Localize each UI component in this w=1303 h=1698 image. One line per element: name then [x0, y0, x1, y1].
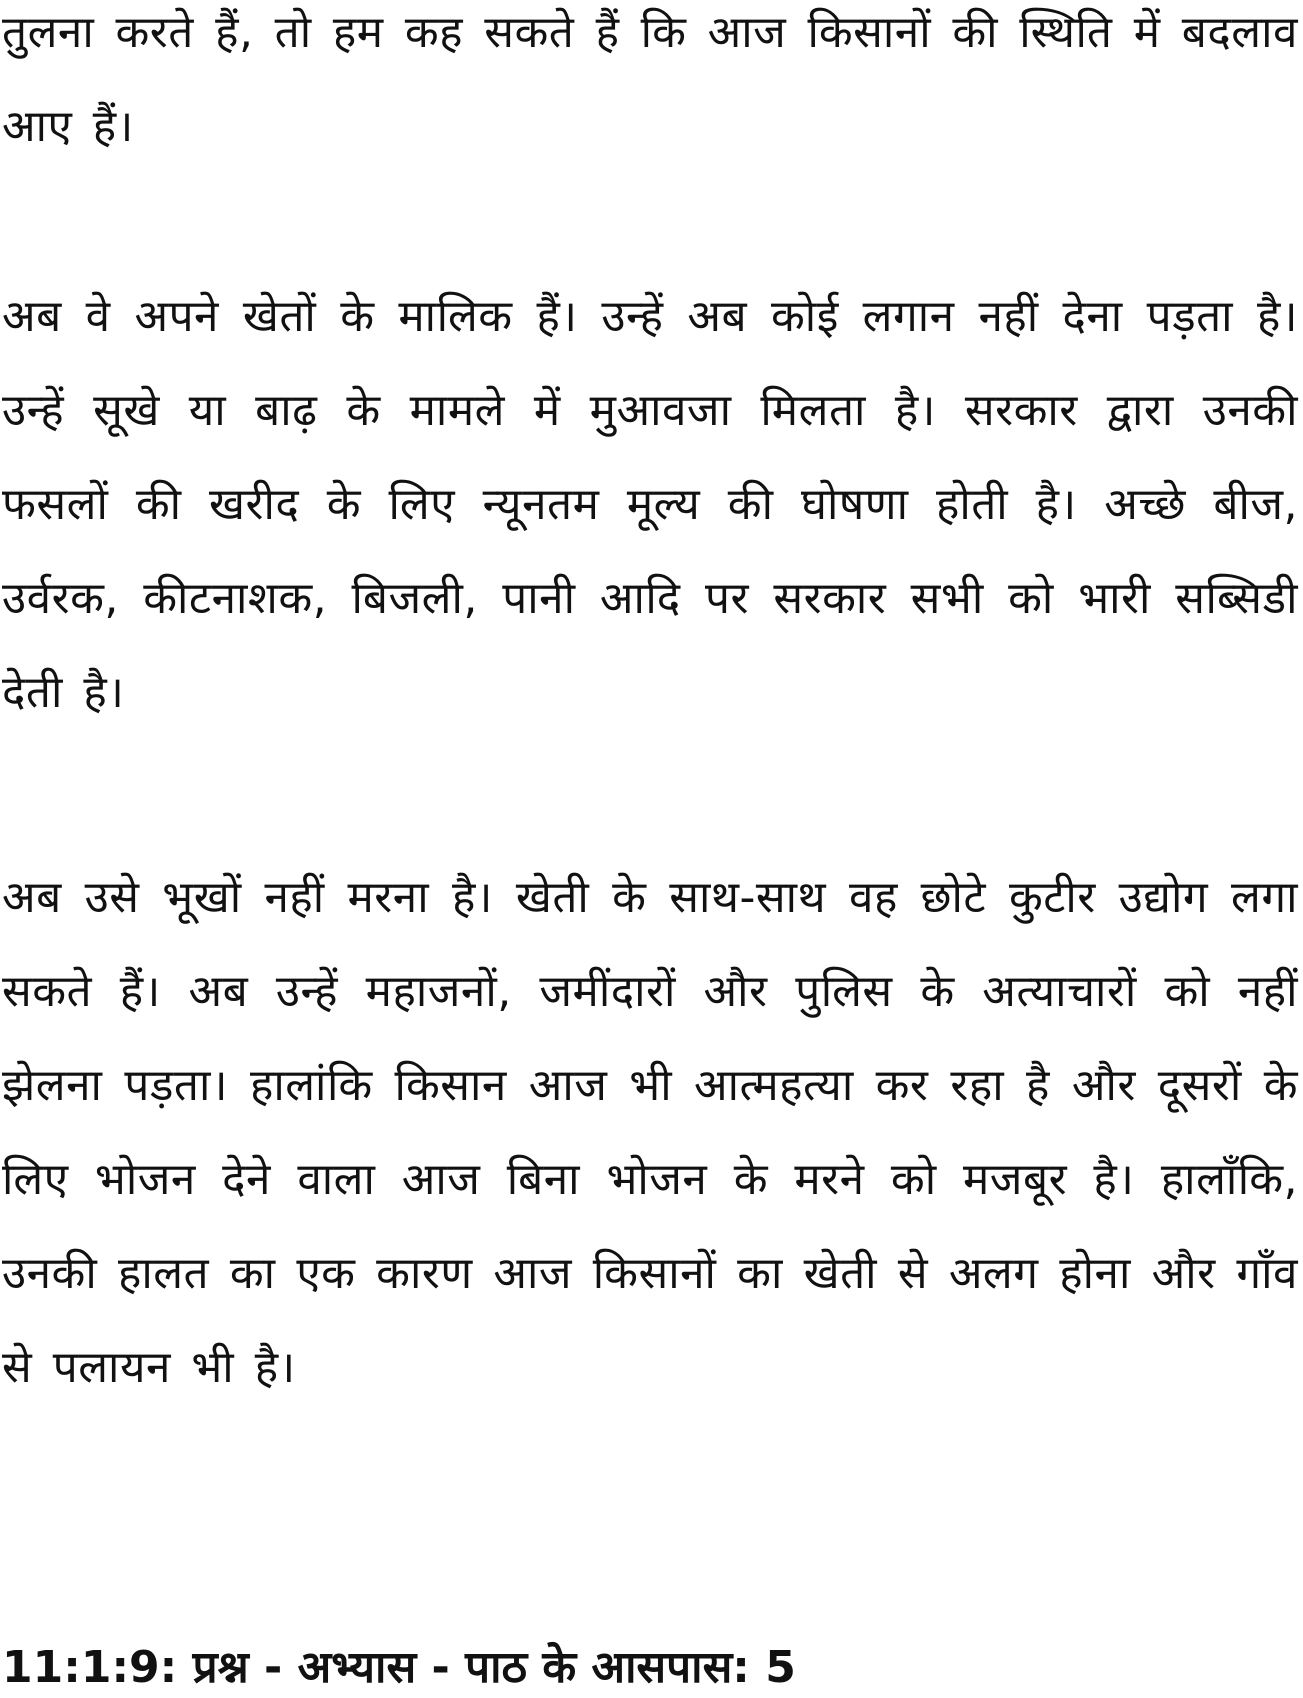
paragraph-1: तुलना करते हैं, तो हम कह सकते हैं कि आज किसानों की स्थिति में बदलाव आए हैं।	[2, 7, 1298, 152]
paragraph-2: अब वे अपने खेतों के मालिक हैं। उन्हें अब कोई लगान नहीं देना पड़ता है। उन्हें सूखे या बाढ़ के मामले में मुआवजा मिलता है। सरकार द्वारा उनकी फसलों की खरीद के लिए न्यूनतम मूल्य की घोषणा होती है। अच्छे बीज, उर्वरक, कीटनाशक, बिजली, पानी आदि पर सरकार सभी को भारी सब्सिडी देती है।	[2, 291, 1298, 718]
paragraph-3: अब उसे भूखों नहीं मरना है। खेती के साथ-साथ वह छोटे कुटीर उद्योग लगा सकते हैं। अब उन्हें महाजनों, जमींदारों और पुलिस के अत्याचारों को नहीं झेलना पड़ता। हालांकि किसान आज भी आत्महत्या कर रहा है और दूसरों के लिए भोजन देने वाला आज बिना भोजन के मरने को मजबूर है। हालाँकि, उनकी हालत का एक कारण आज किसानों का खेती से अलग होना और गाँव से पलायन भी है।	[2, 872, 1298, 1393]
section-heading: 11:1:9: प्रश्न - अभ्यास - पाठ के आसपास: 5	[2, 1642, 796, 1693]
